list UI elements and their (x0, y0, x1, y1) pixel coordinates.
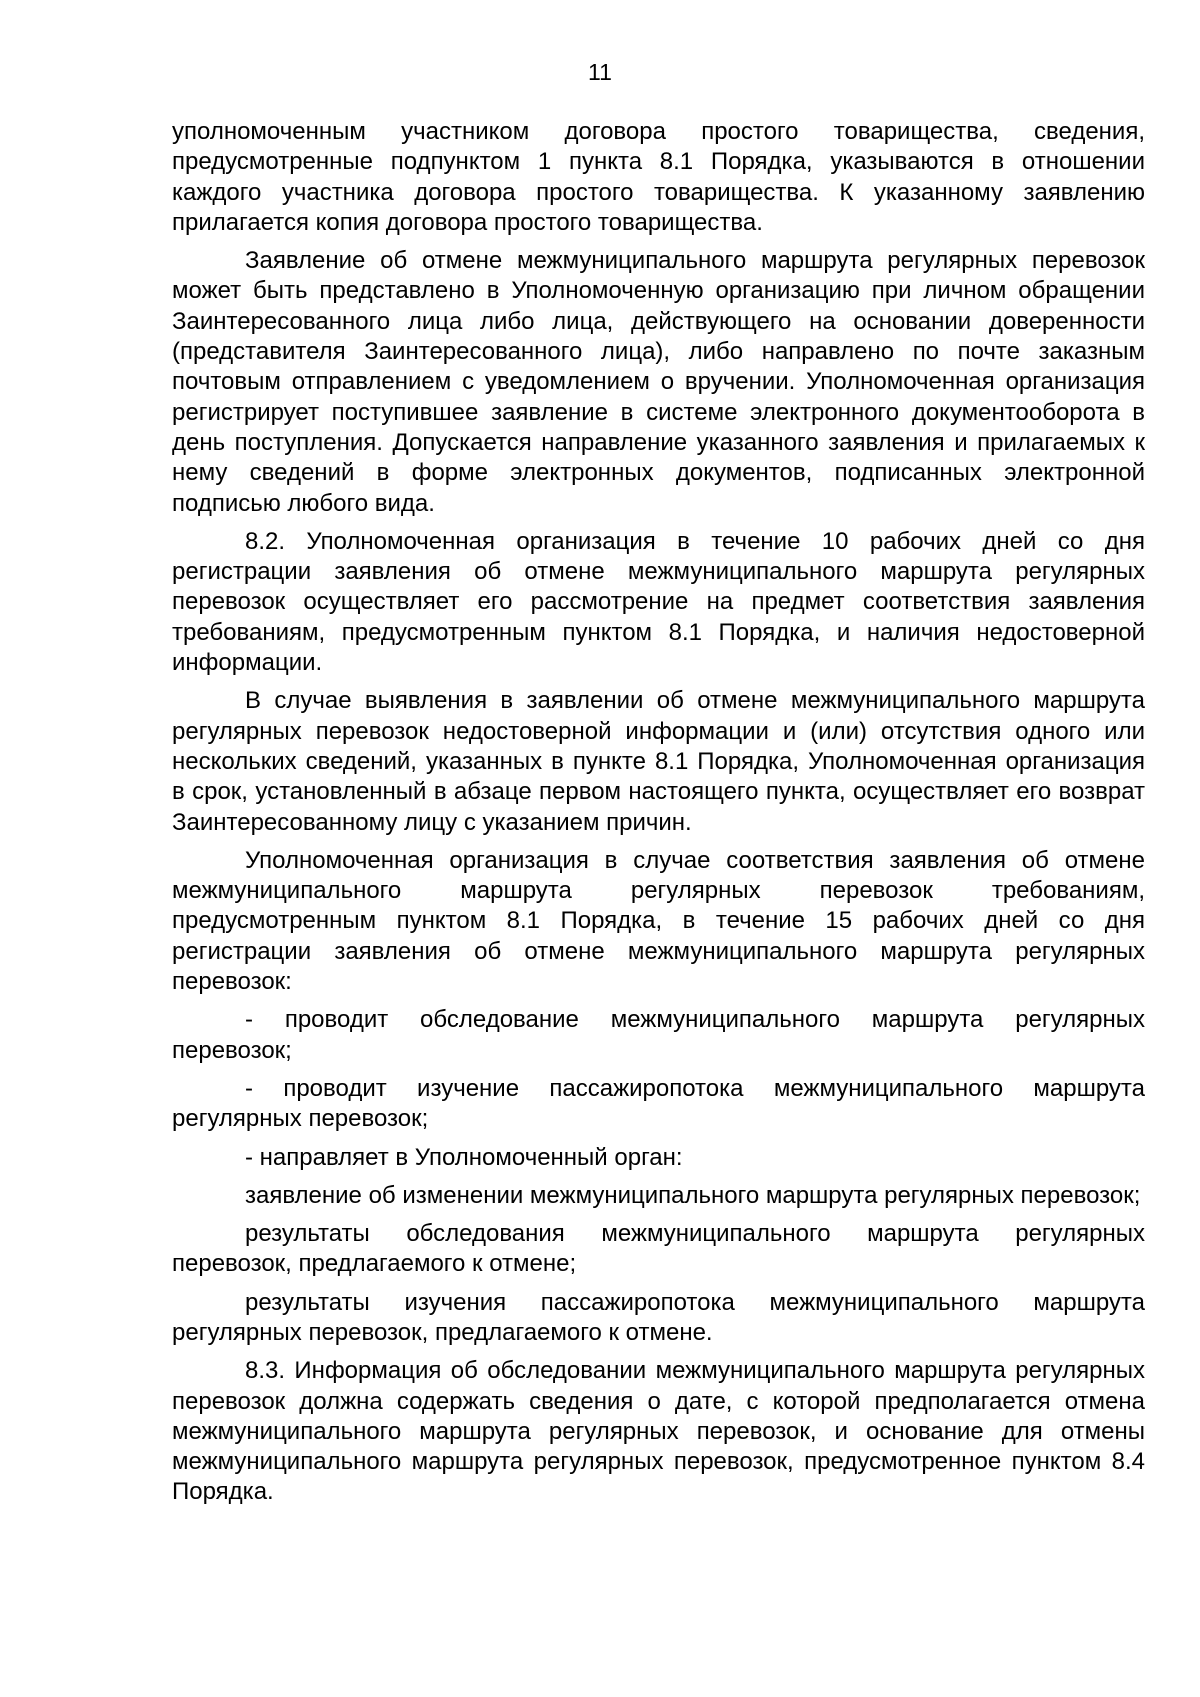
list-item-send-to-authority: - направляет в Уполномоченный орган: (245, 1143, 683, 1171)
page-number: 11 (588, 59, 612, 85)
list-item-passenger-flow: - проводит изучение пассажиропотока межмуниципального маршрута регулярных перевозок; (172, 1074, 1145, 1133)
sublist-item-passenger-flow-results: результаты изучения пассажиропотока межмуниципального маршрута регулярных перевозок, предлагаемого к отмене. (172, 1288, 1145, 1346)
paragraph-8-3: 8.3. Информация об обследовании межмуниципального маршрута регулярных перевозок должна содержать сведения о дате, с которой предполагается отмена межмуниципального маршрута регулярных перевозок, и основание для отмены межмуниципального маршрута регулярных перевозок, предусмотренное пунктом 8.4 Порядка. (172, 1357, 1145, 1506)
list-item-survey: - проводит обследование межмуниципального маршрута регулярных перевозок; (172, 1006, 1145, 1064)
paragraph-8-2: 8.2. Уполномоченная организация в течение 10 рабочих дней со дня регистрации заявления об отмене межмуниципального маршрута регулярных перевозок осуществляет его рассмотрение на предмет соответствия заявления требованиям, предусмотренным пунктом 8.1 Порядка, и наличия недостоверной информации. (172, 527, 1145, 677)
paragraph-application-submission: Заявление об отмене межмуниципального маршрута регулярных перевозок может быть представлено в Уполномоченную организацию при личном обращении Заинтересованного лица либо лица, действующего на основании доверенности (представителя Заинтересованного лица), либо направлено по почте заказным почтовым отправлением с уведомлением о вручении. Уполномоченная организация регистрирует поступившее заявление в системе электронного документооборота в день поступления. Допускается направление указанного заявления и прилагаемых к нему сведений в форме электронных документов, подписанных электронной подписью любого вида. (172, 247, 1145, 517)
paragraph-return-conditions: В случае выявления в заявлении об отмене межмуниципального маршрута регулярных перевозок недостоверной информации и (или) отсутствия одного или нескольких сведений, указанных в пункте 8.1 Порядка, Уполномоченная организация в срок, установленный в абзаце первом настоящего пункта, осуществляет его возврат Заинтересованному лицу с указанием причин. (172, 687, 1145, 836)
paragraph-continuation: уполномоченным участником договора простого товарищества, сведения, предусмотренные подпунктом 1 пункта 8.1 Порядка, указываются в отношении каждого участника договора простого товарищества. К указанному заявлению прилагается копия договора простого товарищества. (172, 118, 1145, 236)
sublist-item-survey-results: результаты обследования межмуниципального маршрута регулярных перевозок, предлагаемого к отмене; (172, 1220, 1145, 1278)
paragraph-compliance-actions: Уполномоченная организация в случае соответствия заявления об отмене межмуниципального маршрута регулярных перевозок требованиям, предусмотренным пунктом 8.1 Порядка, в течение 15 рабочих дней со дня регистрации заявления об отмене межмуниципального маршрута регулярных перевозок: (172, 846, 1145, 996)
document-body (172, 117, 1145, 1516)
sublist-item-change-application: заявление об изменении межмуниципального маршрута регулярных перевозок; (245, 1181, 1141, 1209)
